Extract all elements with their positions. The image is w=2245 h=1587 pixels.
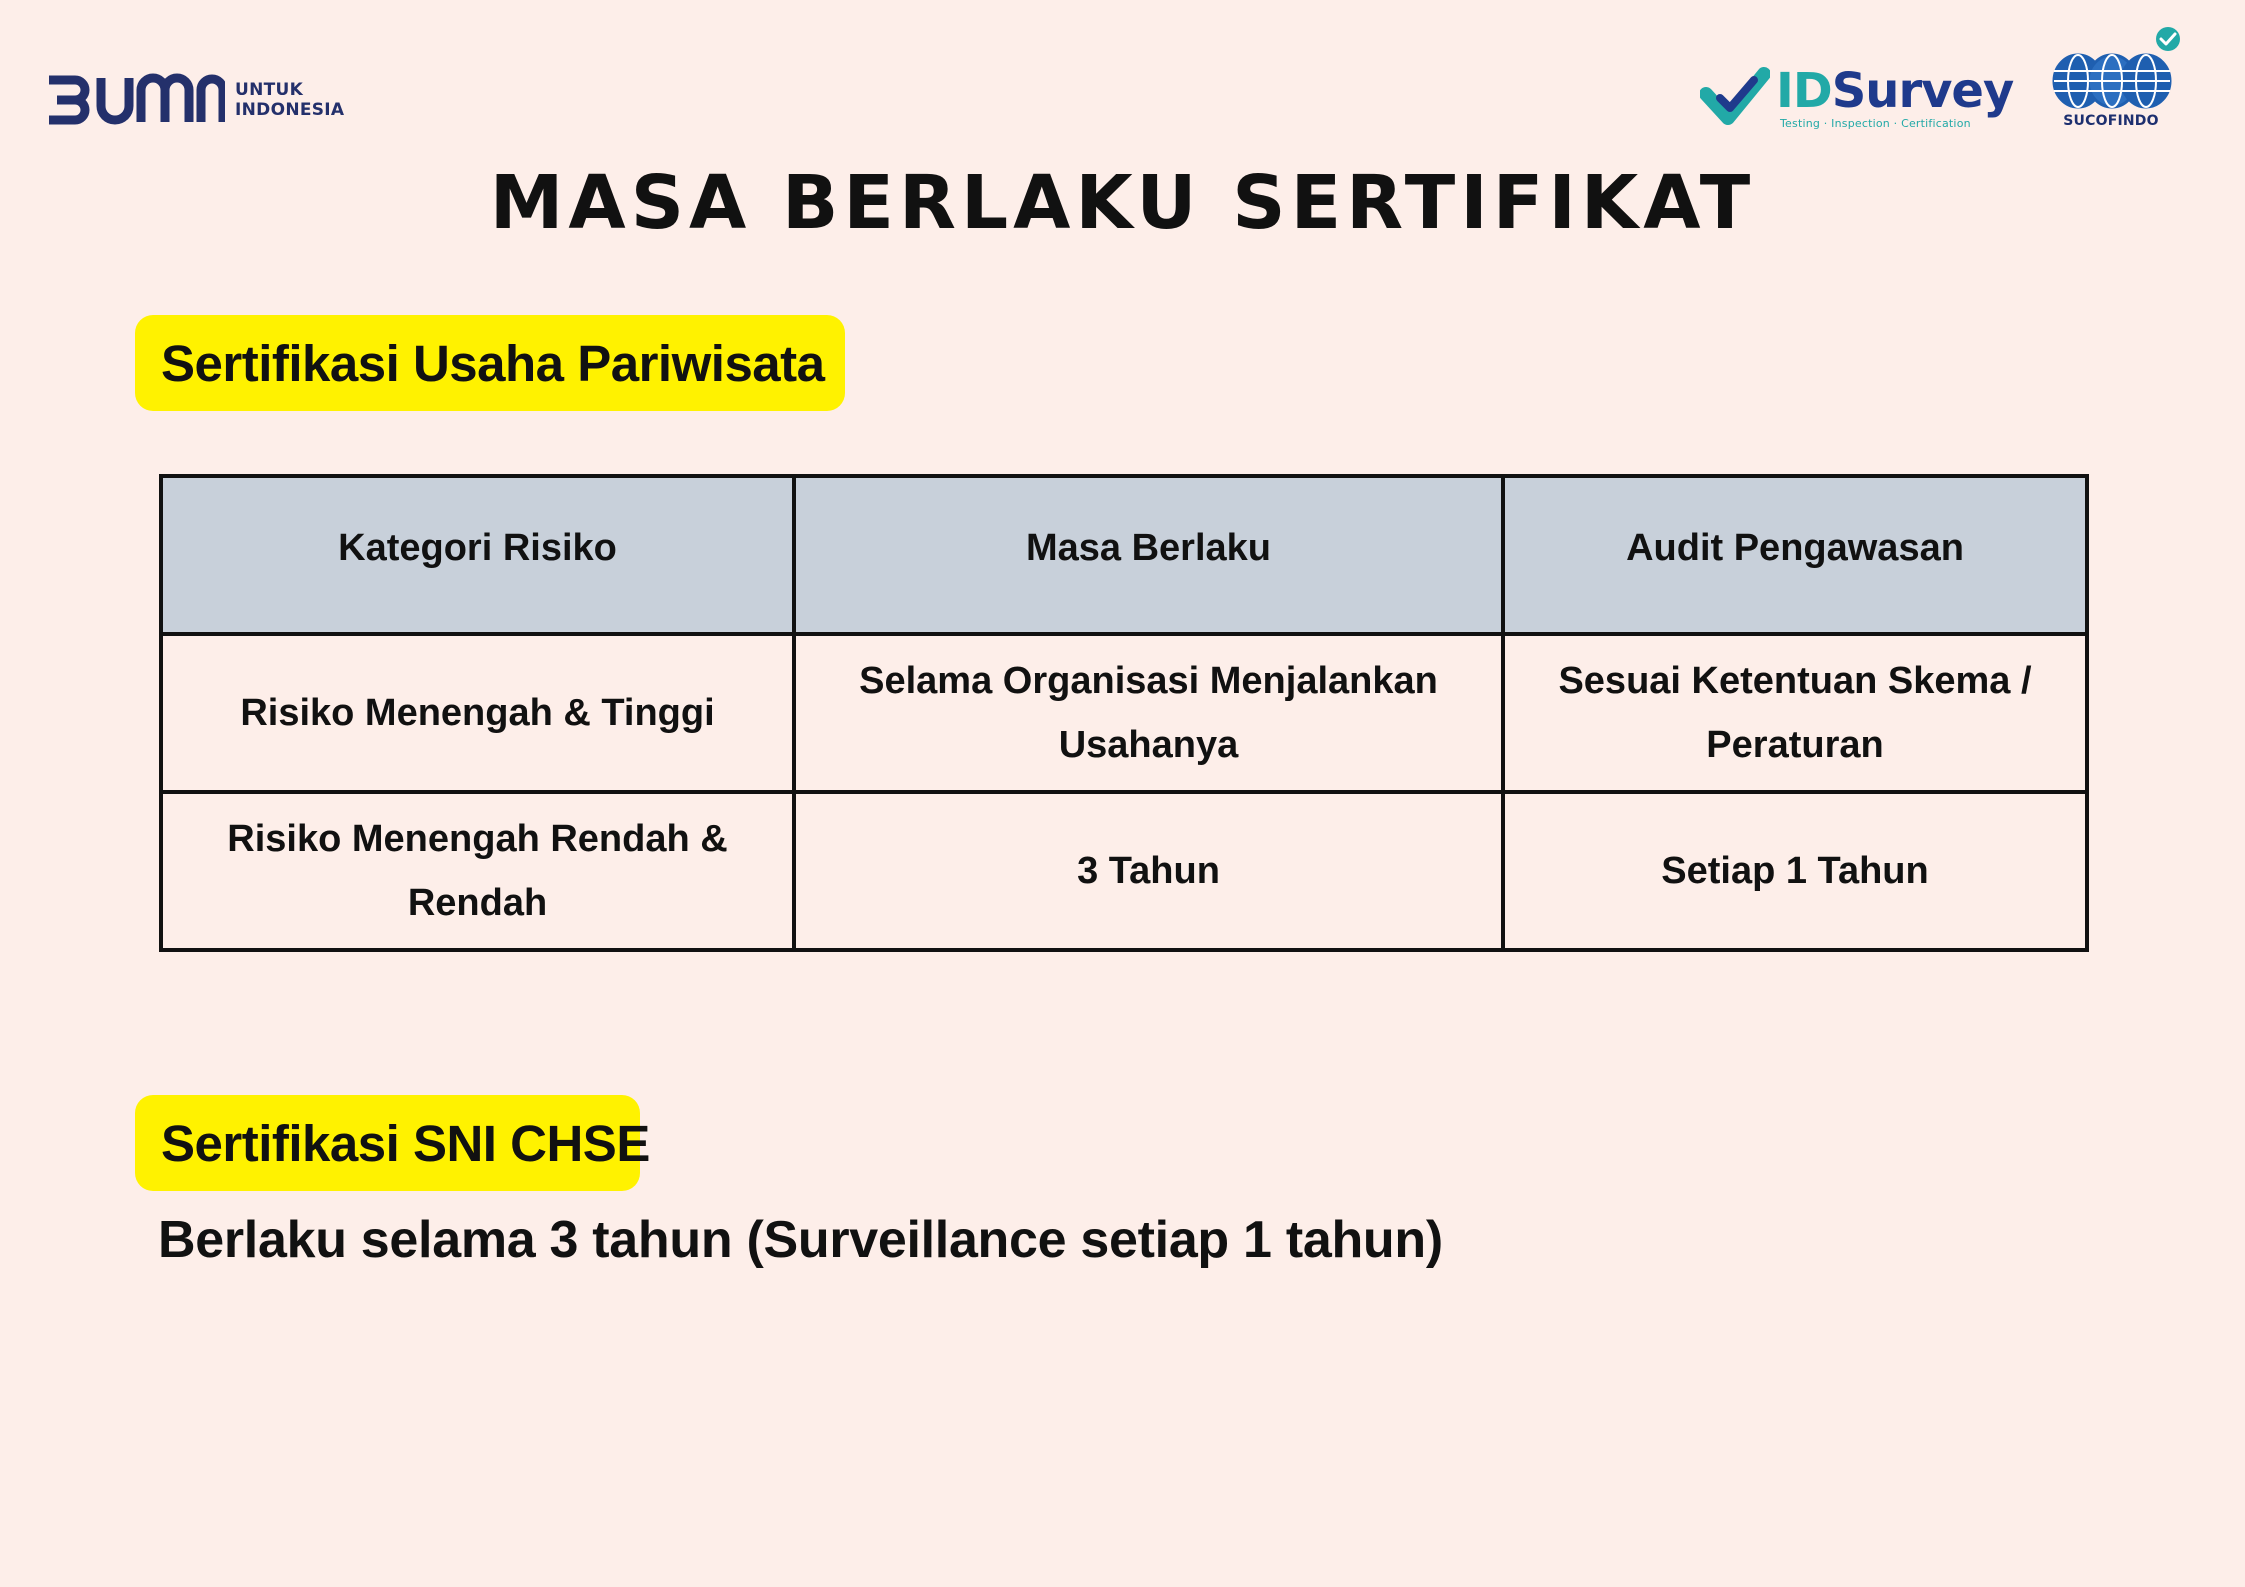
section-heading-sni-chse: Sertifikasi SNI CHSE: [135, 1095, 640, 1191]
column-header-masa-berlaku: Masa Berlaku: [794, 476, 1503, 634]
table-cell: Risiko Menengah & Tinggi: [161, 634, 794, 792]
bumn-tagline-line2: INDONESIA: [235, 100, 345, 120]
sucofindo-logo: [2050, 25, 2180, 135]
table-row: [161, 634, 2087, 792]
idsurvey-check-icon: [1700, 66, 1770, 128]
bumn-tagline-line1: UNTUK: [235, 80, 304, 100]
certificate-validity-table: [159, 474, 2089, 952]
bumn-tagline: [235, 80, 344, 120]
sucofindo-name: SUCOFINDO: [2063, 113, 2159, 129]
table-row: [161, 792, 2087, 950]
table-cell: Risiko Menengah Rendah & Rendah: [161, 792, 794, 950]
column-header-audit-pengawasan: Audit Pengawasan: [1503, 476, 2087, 634]
bumn-logo: [45, 70, 344, 130]
table-cell: Sesuai Ketentuan Skema / Peraturan: [1503, 634, 2087, 792]
sni-chse-note: Berlaku selama 3 tahun (Surveillance setiap 1 tahun): [158, 1211, 1443, 1269]
table-cell: Setiap 1 Tahun: [1503, 792, 2087, 950]
column-header-kategori-risiko: Kategori Risiko: [161, 476, 794, 634]
idsurvey-subtitle: Testing · Inspection · Certification: [1780, 116, 1971, 130]
sucofindo-globe-icon: [2050, 25, 2180, 115]
idsurvey-survey-part: Survey: [1831, 62, 2014, 119]
idsurvey-brand-name: [1776, 62, 2014, 119]
idsurvey-id-part: ID: [1776, 62, 1832, 119]
table-cell: 3 Tahun: [794, 792, 1503, 950]
page-title: MASA BERLAKU SERTIFIKAT: [489, 160, 1756, 246]
section-heading-usaha-pariwisata: Sertifikasi Usaha Pariwisata: [135, 315, 845, 411]
idsurvey-logo: [1700, 62, 2013, 132]
table-header-row: [161, 476, 2087, 634]
table-cell: Selama Organisasi Menjalankan Usahanya: [794, 634, 1503, 792]
bumn-wordmark-icon: [45, 72, 225, 128]
